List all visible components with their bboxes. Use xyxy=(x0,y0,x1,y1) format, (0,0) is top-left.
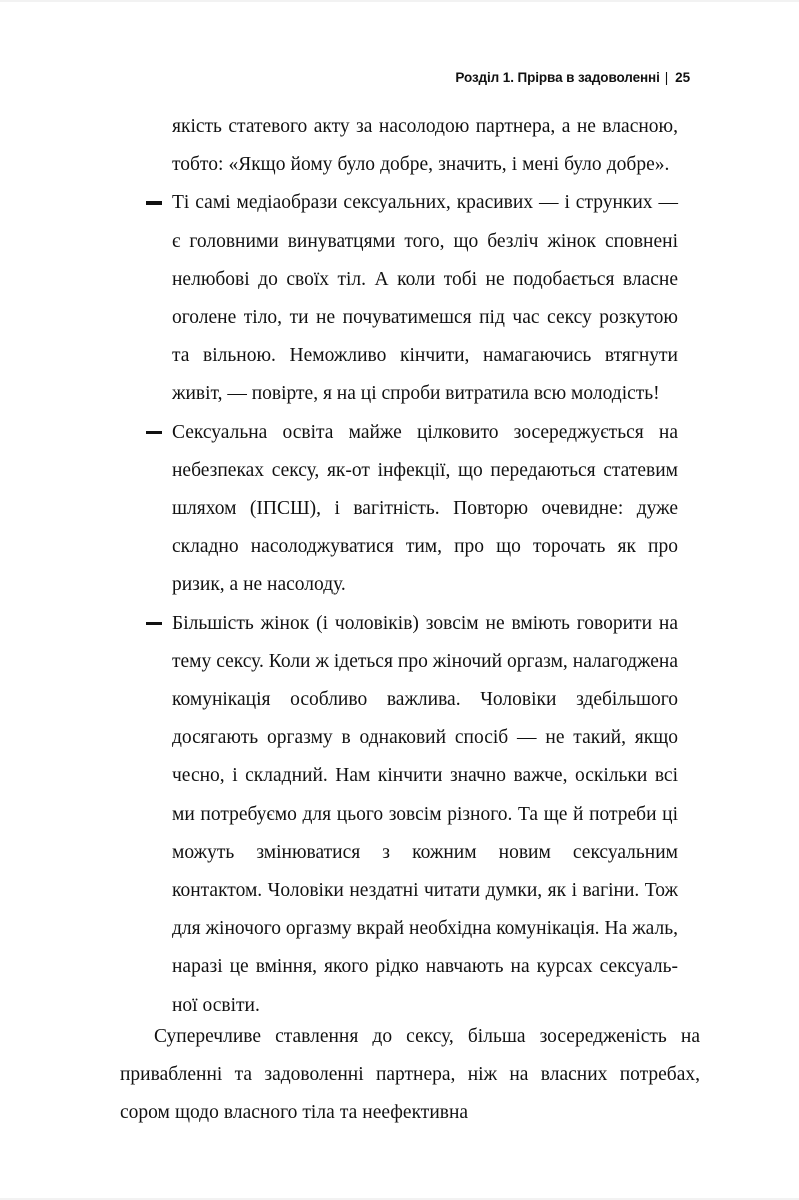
dash-bullet-icon xyxy=(146,201,162,205)
list-item-text: Сексуальна освіта майже цілковито зосереджується на небезпеках сексу, як-от інфекції, що передаються статевим шляхом (ІПСШ), і вагітність. Повторю очевидне: дуже складно насолоджуватися тим, про що торочать як про ризик, а не насолоду. xyxy=(172,421,678,596)
scan-edge-top xyxy=(0,0,799,2)
dash-bullet-icon xyxy=(146,622,162,626)
list-item xyxy=(172,605,678,1025)
dash-bullet-icon xyxy=(146,431,162,435)
running-head xyxy=(110,70,690,85)
closing-paragraph: Суперечливе ставлення до сексу, більша зосередженість на привабленні та задоволенні партнера, ніж на власних потребах, сором щодо власного тіла та неефективна xyxy=(120,1026,700,1124)
running-head-separator: | xyxy=(664,70,669,85)
list-item xyxy=(172,184,678,413)
body-text-column xyxy=(172,108,678,1025)
running-head-chapter: Розділ 1. Прірва в задоволенні xyxy=(455,70,660,85)
closing-paragraph-column xyxy=(120,1018,700,1133)
list-item-text: Ті самі медіаобрази сексуальних, красивих — і струнких — є головними винуватцями того, що безліч жінок сповнені нелюбові до своїх тіл. А коли тобі не подобається власне оголене тіло, ти не почуватимешся під час сексу розкутою та вільною. Неможливо кінчити, намагаючись втягнути живіт, — повірте, я на ці спроби витратила всю молодість! xyxy=(172,192,678,405)
dash-bullet-list xyxy=(172,184,678,1024)
list-item-text: Більшість жінок (і чоловіків) зовсім не вміють говорити на тему сексу. Коли ж ідеться про жіночий оргазм, налагоджена комунікація особливо важлива. Чоловіки здебільшого досягають оргазму в однаковий спосіб — не такий, якщо чесно, і складний. Нам кінчити значно важче, оскільки всі ми потребуємо для цього зовсім різного. Та ще й потреби ці можуть змінюватися з кожним новим сексуальним контактом. Чоловіки нездатні читати думки, як і вагіни. Тож для жіночого оргазму вкрай необхідна комунікація. На жаль, наразі це вміння, якого рідко навчають на курсах сексуальної освіти. xyxy=(172,612,678,1016)
continued-paragraph: якість статевого акту за насолодою партнера, а не власною, тобто: «Якщо йому було добре, значить, і мені було добре». xyxy=(172,116,678,176)
page-number: 25 xyxy=(675,70,690,85)
list-item xyxy=(172,414,678,605)
